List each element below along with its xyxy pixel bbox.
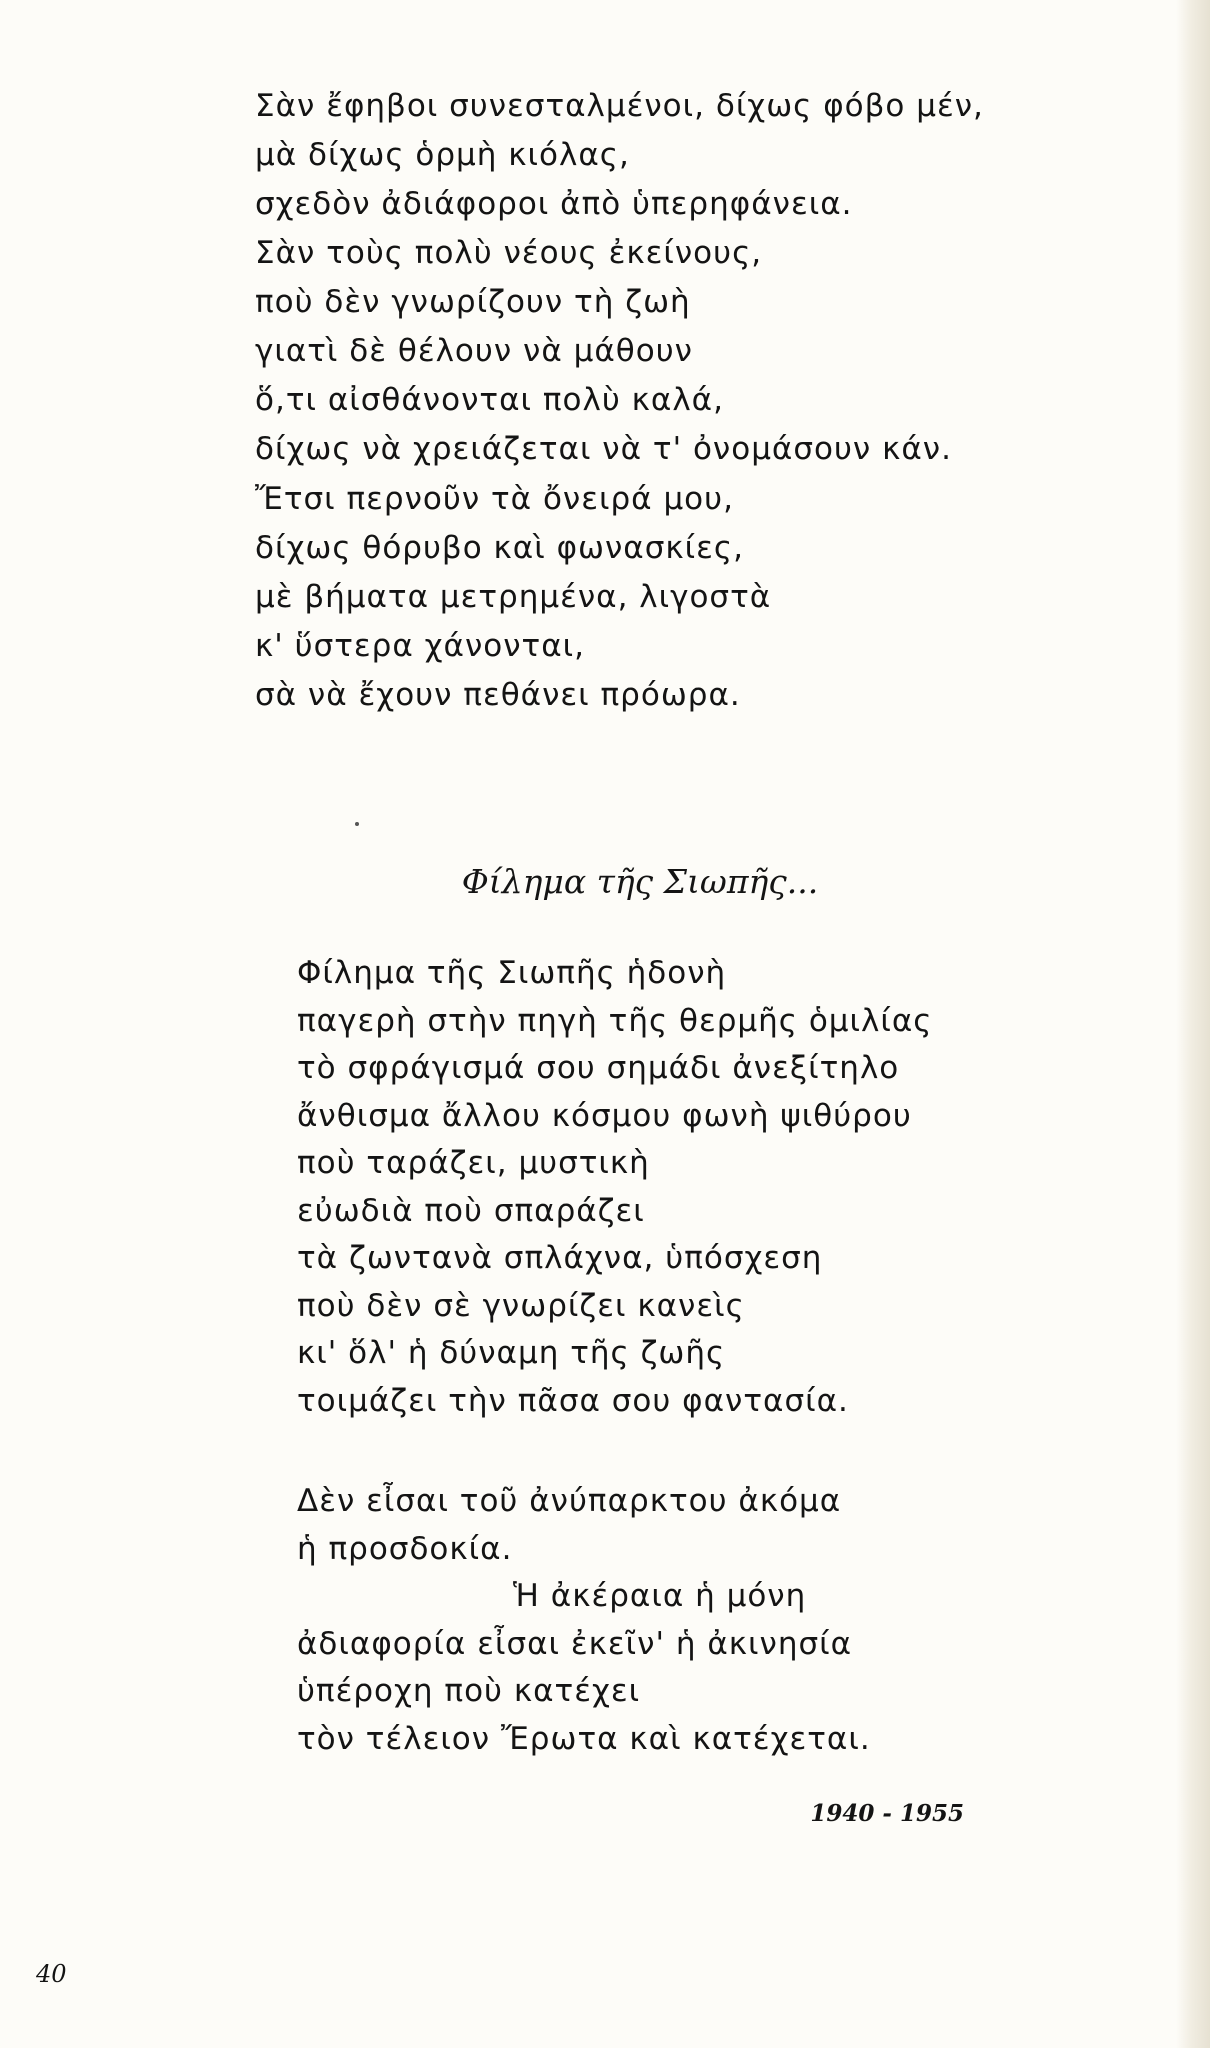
poem-line: ἀδιαφορία εἶσαι ἐκεῖν' ἡ ἀκινησία [297,1625,853,1662]
poem-line: ἄνθισμα ἄλλου κόσμου φωνὴ ψιθύρου [297,1097,912,1134]
poem-line: ποὺ δὲν γνωρίζουν τὴ ζωὴ [255,284,691,320]
poem-line: κι' ὅλ' ἡ δύναμη τῆς ζωῆς [297,1335,726,1371]
poem-line: γιατὶ δὲ θέλουν νὰ μάθουν [255,333,693,369]
poem-line: δίχως νὰ χρειάζεται νὰ τ' ὀνομάσουν κάν. [255,431,952,467]
poem-line: δίχως θόρυβο καὶ φωνασκίες, [255,530,744,566]
poem-line: σχεδὸν ἀδιάφοροι ἀπὸ ὑπερηφάνεια. [255,186,853,222]
poem-line: ποὺ δὲν σὲ γνωρίζει κανεὶς [297,1287,745,1324]
poem-title: Φίλημα τῆς Σιωπῆς... [461,862,819,901]
poem-line: Φίλημα τῆς Σιωπῆς ἡδονὴ [297,955,727,991]
poem-line: ὑπέροχη ποὺ κατέχει [297,1673,641,1709]
stanza-3 [297,950,933,1425]
poem-line: ὅ,τι αἰσθάνονται πολὺ καλά, [255,382,724,418]
poem-line: ἡ προσδοκία. [297,1530,513,1567]
ink-speck [355,822,359,826]
poem-line: εὐωδιὰ ποὺ σπαράζει [297,1192,645,1229]
poem-line: μὰ δίχως ὁρμὴ κιόλας, [255,137,630,173]
stanza-4 [297,1478,871,1763]
poem-line: Ἔτσι περνοῦν τὰ ὄνειρά μου, [255,481,734,517]
stanza-2 [255,475,771,720]
poem-line: τοιμάζει τὴν πᾶσα σου φαντασία. [297,1382,849,1419]
poem-line: Ἡ ἀκέραια ἡ μόνη [513,1578,807,1614]
stanza-1 [255,82,984,474]
poem-line: Δὲν εἶσαι τοῦ ἀνύπαρκτου ἀκόμα [297,1483,842,1519]
poem-line: Σὰν τοὺς πολὺ νέους ἐκείνους, [255,235,763,271]
page-number: 40 [36,1960,67,1988]
poem-line: παγερὴ στὴν πηγὴ τῆς θερμῆς ὁμιλίας [297,1002,933,1039]
poem-dates: 1940 - 1955 [810,1800,964,1827]
poem-line: σὰ νὰ ἔχουν πεθάνει πρόωρα. [255,677,741,713]
poem-line: Σὰν ἔφηβοι συνεσταλμένοι, δίχως φόβο μέν, [255,88,984,124]
poem-line: κ' ὕστερα χάνονται, [255,628,585,664]
poem-line: ποὺ ταράζει, μυστικὴ [297,1145,650,1181]
poem-line: τὸν τέλειον Ἔρωτα καὶ κατέχεται. [297,1720,871,1757]
poem-line: μὲ βήματα μετρημένα, λιγοστὰ [255,579,772,615]
poem-line: τὰ ζωντανὰ σπλάχνα, ὑπόσχεση [297,1240,823,1276]
scan-page-edge [1176,0,1210,2048]
poem-line: τὸ σφράγισμά σου σημάδι ἀνεξίτηλο [297,1050,900,1086]
